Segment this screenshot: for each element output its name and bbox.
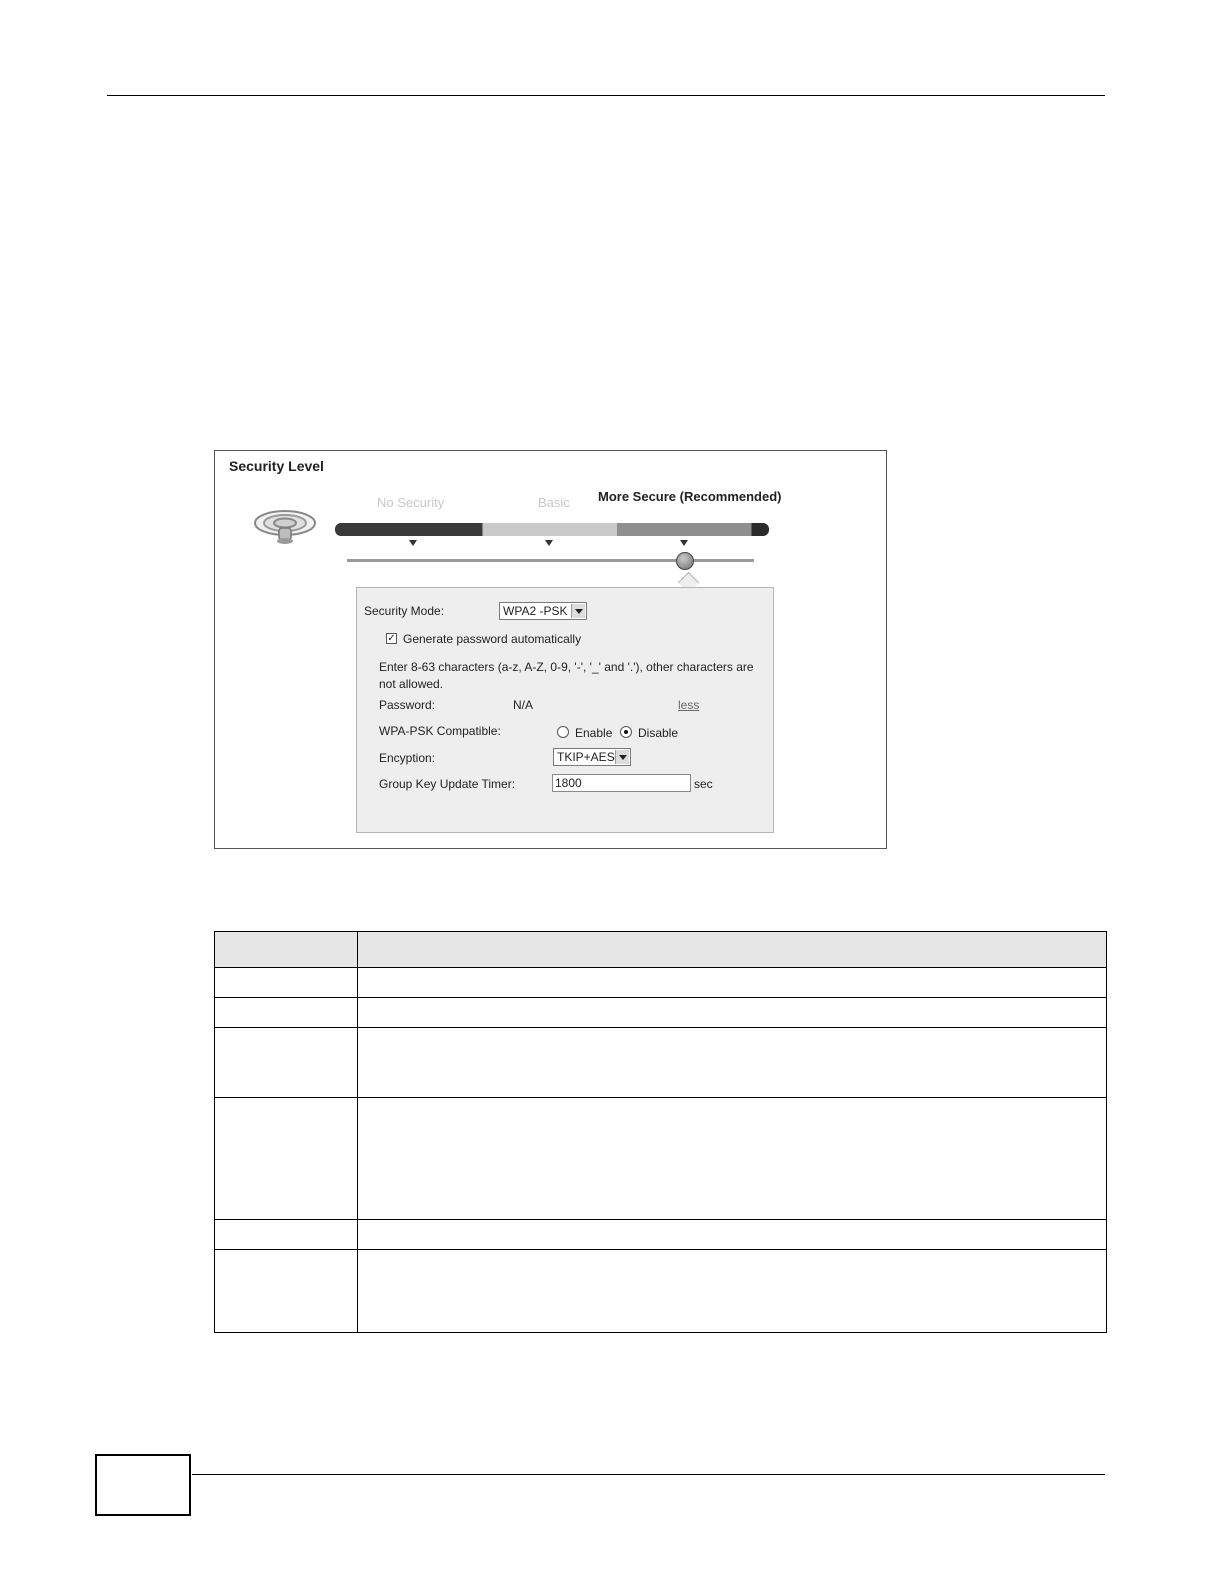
chevron-down-icon: [571, 604, 585, 618]
table-row: [215, 1028, 1107, 1098]
encryption-select[interactable]: [553, 748, 631, 766]
table-cell: [358, 1028, 1107, 1098]
table-row: [215, 968, 1107, 998]
password-hint-line2: not allowed.: [379, 677, 444, 691]
security-mode-label: Security Mode:: [364, 604, 445, 618]
footer-rule: [192, 1474, 1105, 1475]
password-value: N/A: [513, 698, 534, 712]
wpa-psk-disable-radio[interactable]: [620, 726, 632, 738]
security-slider-handle[interactable]: [676, 552, 694, 570]
wpa-psk-compatible-label: WPA-PSK Compatible:: [379, 724, 501, 738]
generate-password-checkbox[interactable]: ✓: [387, 633, 396, 644]
figure-title: Security Level: [229, 458, 324, 474]
group-key-timer-label: Group Key Update Timer:: [379, 777, 516, 791]
encryption-label: Encyption:: [379, 751, 436, 765]
table-cell: [215, 968, 358, 998]
table-cell: [215, 1250, 358, 1333]
table-cell: [358, 1250, 1107, 1333]
password-hint-line1: Enter 8-63 characters (a-z, A-Z, 0-9, '-', '_' and '.'), other characters are: [379, 660, 754, 674]
table-cell: [358, 968, 1107, 998]
password-label: Password:: [379, 698, 436, 712]
table-header-cell: [358, 932, 1107, 968]
security-mode-select[interactable]: [499, 602, 587, 620]
table-cell: [215, 1220, 358, 1250]
wpa-psk-enable-radio[interactable]: [557, 726, 569, 738]
table-row: [215, 998, 1107, 1028]
group-key-timer-input[interactable]: 1800: [552, 774, 691, 792]
tick-marker: [680, 540, 688, 546]
security-settings-panel: [356, 587, 774, 833]
table-cell: [215, 1098, 358, 1220]
encryption-value: TKIP+AES: [557, 750, 615, 764]
security-mode-value: WPA2 -PSK: [503, 604, 568, 618]
less-link[interactable]: less: [678, 698, 700, 712]
group-key-timer-unit: sec: [694, 777, 713, 791]
page-number-box: [95, 1454, 191, 1516]
table-row: [215, 1250, 1107, 1333]
generate-password-label: Generate password automatically: [403, 632, 582, 646]
chevron-down-icon: [615, 750, 629, 764]
security-level-bar: [335, 523, 769, 536]
table-row: [215, 1098, 1107, 1220]
table-cell: [358, 1220, 1107, 1250]
table-cell: [215, 1028, 358, 1098]
table-row: [215, 1220, 1107, 1250]
wireless-icon: [253, 506, 317, 546]
tick-marker: [409, 540, 417, 546]
tick-marker: [545, 540, 553, 546]
enable-label: Enable: [575, 726, 613, 740]
security-level-screenshot: [214, 450, 887, 849]
table-header-cell: [215, 932, 358, 968]
level-no-security[interactable]: No Security: [377, 495, 445, 510]
field-description-table: [214, 931, 1107, 1333]
level-more-secure[interactable]: More Secure (Recommended): [598, 489, 782, 504]
table-header-row: [215, 932, 1107, 968]
table-cell: [215, 998, 358, 1028]
table-cell: [358, 998, 1107, 1028]
header-rule: [107, 95, 1105, 96]
level-basic[interactable]: Basic: [538, 495, 570, 510]
disable-label: Disable: [638, 726, 679, 740]
table-cell: [358, 1098, 1107, 1220]
